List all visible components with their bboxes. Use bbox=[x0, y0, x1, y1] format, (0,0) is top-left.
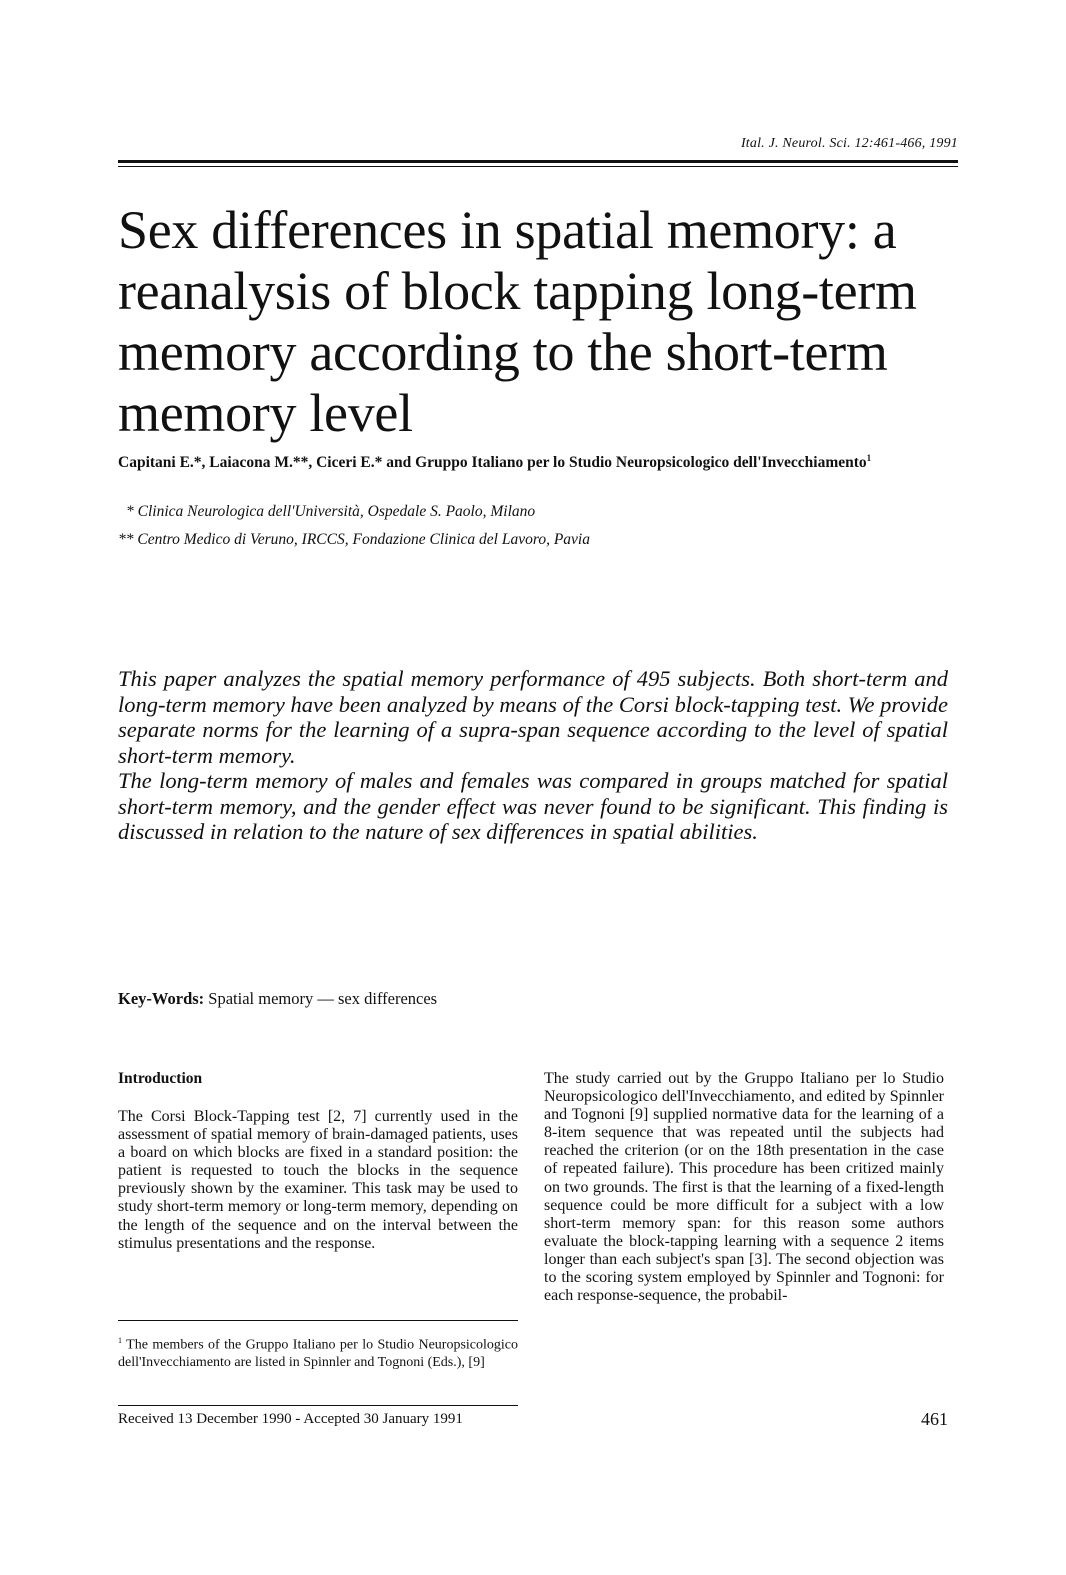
header-rule-thick bbox=[118, 160, 958, 163]
left-column bbox=[118, 1070, 518, 1253]
introduction-left-paragraph: The Corsi Block-Tapping test [2, 7] currently used in the assessment of spatial memory of brain-damaged patients, uses a board on which blocks are fixed in a standard position: the patient is requested to touch the blocks in the sequence previously shown by the examiner. This task may be used to study short-term memory or long-term memory, depending on the length of the sequence and on the interval between the stimulus presentations and the response. bbox=[118, 1108, 518, 1252]
received-rule bbox=[118, 1405, 518, 1406]
right-column bbox=[544, 1070, 944, 1305]
journal-reference: Ital. J. Neurol. Sci. 12:461-466, 1991 bbox=[740, 136, 958, 151]
keywords bbox=[118, 989, 437, 1009]
introduction-right-paragraph: The study carried out by the Gruppo Italiano per lo Studio Neuropsicologico dell'Invecchiamento, and edited by Spinnler and Tognoni [9] supplied normative data for the learning of a 8-item sequence that was repeated until the subjects had reached the criterion (or on the 18th presentation in the case of repeated failure). This procedure has been critized mainly on two grounds. The first is that the learning of a fixed-length sequence could be more difficult for a subject with a low short-term memory span: for this reason some authors evaluate the block-tapping learning with a sequence 2 items longer than each subject's span [3]. The second objection was to the scoring system employed by Spinnler and Tognoni: for each response-sequence, the probabil- bbox=[544, 1070, 944, 1305]
header-rule-thin bbox=[118, 166, 958, 167]
affiliation-1: * Clinica Neurologica dell'Università, Ospedale S. Paolo, Milano bbox=[126, 503, 536, 520]
authors-text: Capitani E.*, Laiacona M.**, Ciceri E.* and Gruppo Italiano per lo Studio Neuropsicologico dell'Invecchiamento bbox=[118, 454, 867, 472]
affiliation-2: ** Centro Medico di Veruno, IRCCS, Fondazione Clinica del Lavoro, Pavia bbox=[118, 531, 590, 548]
paper-title: Sex differences in spatial memory: a reanalysis of block tapping long-term memory according to the short-term memory level bbox=[118, 200, 917, 443]
footnote-mark: 1 bbox=[118, 1336, 122, 1345]
footnote bbox=[118, 1332, 518, 1372]
author-list bbox=[118, 445, 958, 476]
keywords-value: Spatial memory — sex differences bbox=[208, 989, 438, 1008]
footnote-text: The members of the Gruppo Italiano per lo Studio Neuropsicologico dell'Invecchiamento are listed in Spinnler and Tognoni (Eds.), [9] bbox=[118, 1337, 518, 1371]
page-number: 461 bbox=[921, 1409, 948, 1429]
footnote-rule bbox=[118, 1320, 518, 1321]
abstract-paragraph-2: The long-term memory of males and females was compared in groups matched for spatial short-term memory, and the gender effect was never found to be significant. This finding is discussed in relation to the nature of sex differences in spatial abilities. bbox=[118, 768, 948, 844]
authors-footnote-mark: 1 bbox=[866, 453, 872, 463]
keywords-label: Key-Words: bbox=[118, 989, 205, 1008]
abstract bbox=[118, 666, 948, 845]
received-dates: Received 13 December 1990 - Accepted 30 January 1991 bbox=[118, 1411, 463, 1427]
abstract-paragraph-1: This paper analyzes the spatial memory performance of 495 subjects. Both short-term and long-term memory have been analyzed by means of the Corsi block-tapping test. We provide separate norms for the learning of a supra-span sequence according to the level of spatial short-term memory. bbox=[118, 666, 948, 768]
introduction-heading: Introduction bbox=[118, 1070, 203, 1087]
